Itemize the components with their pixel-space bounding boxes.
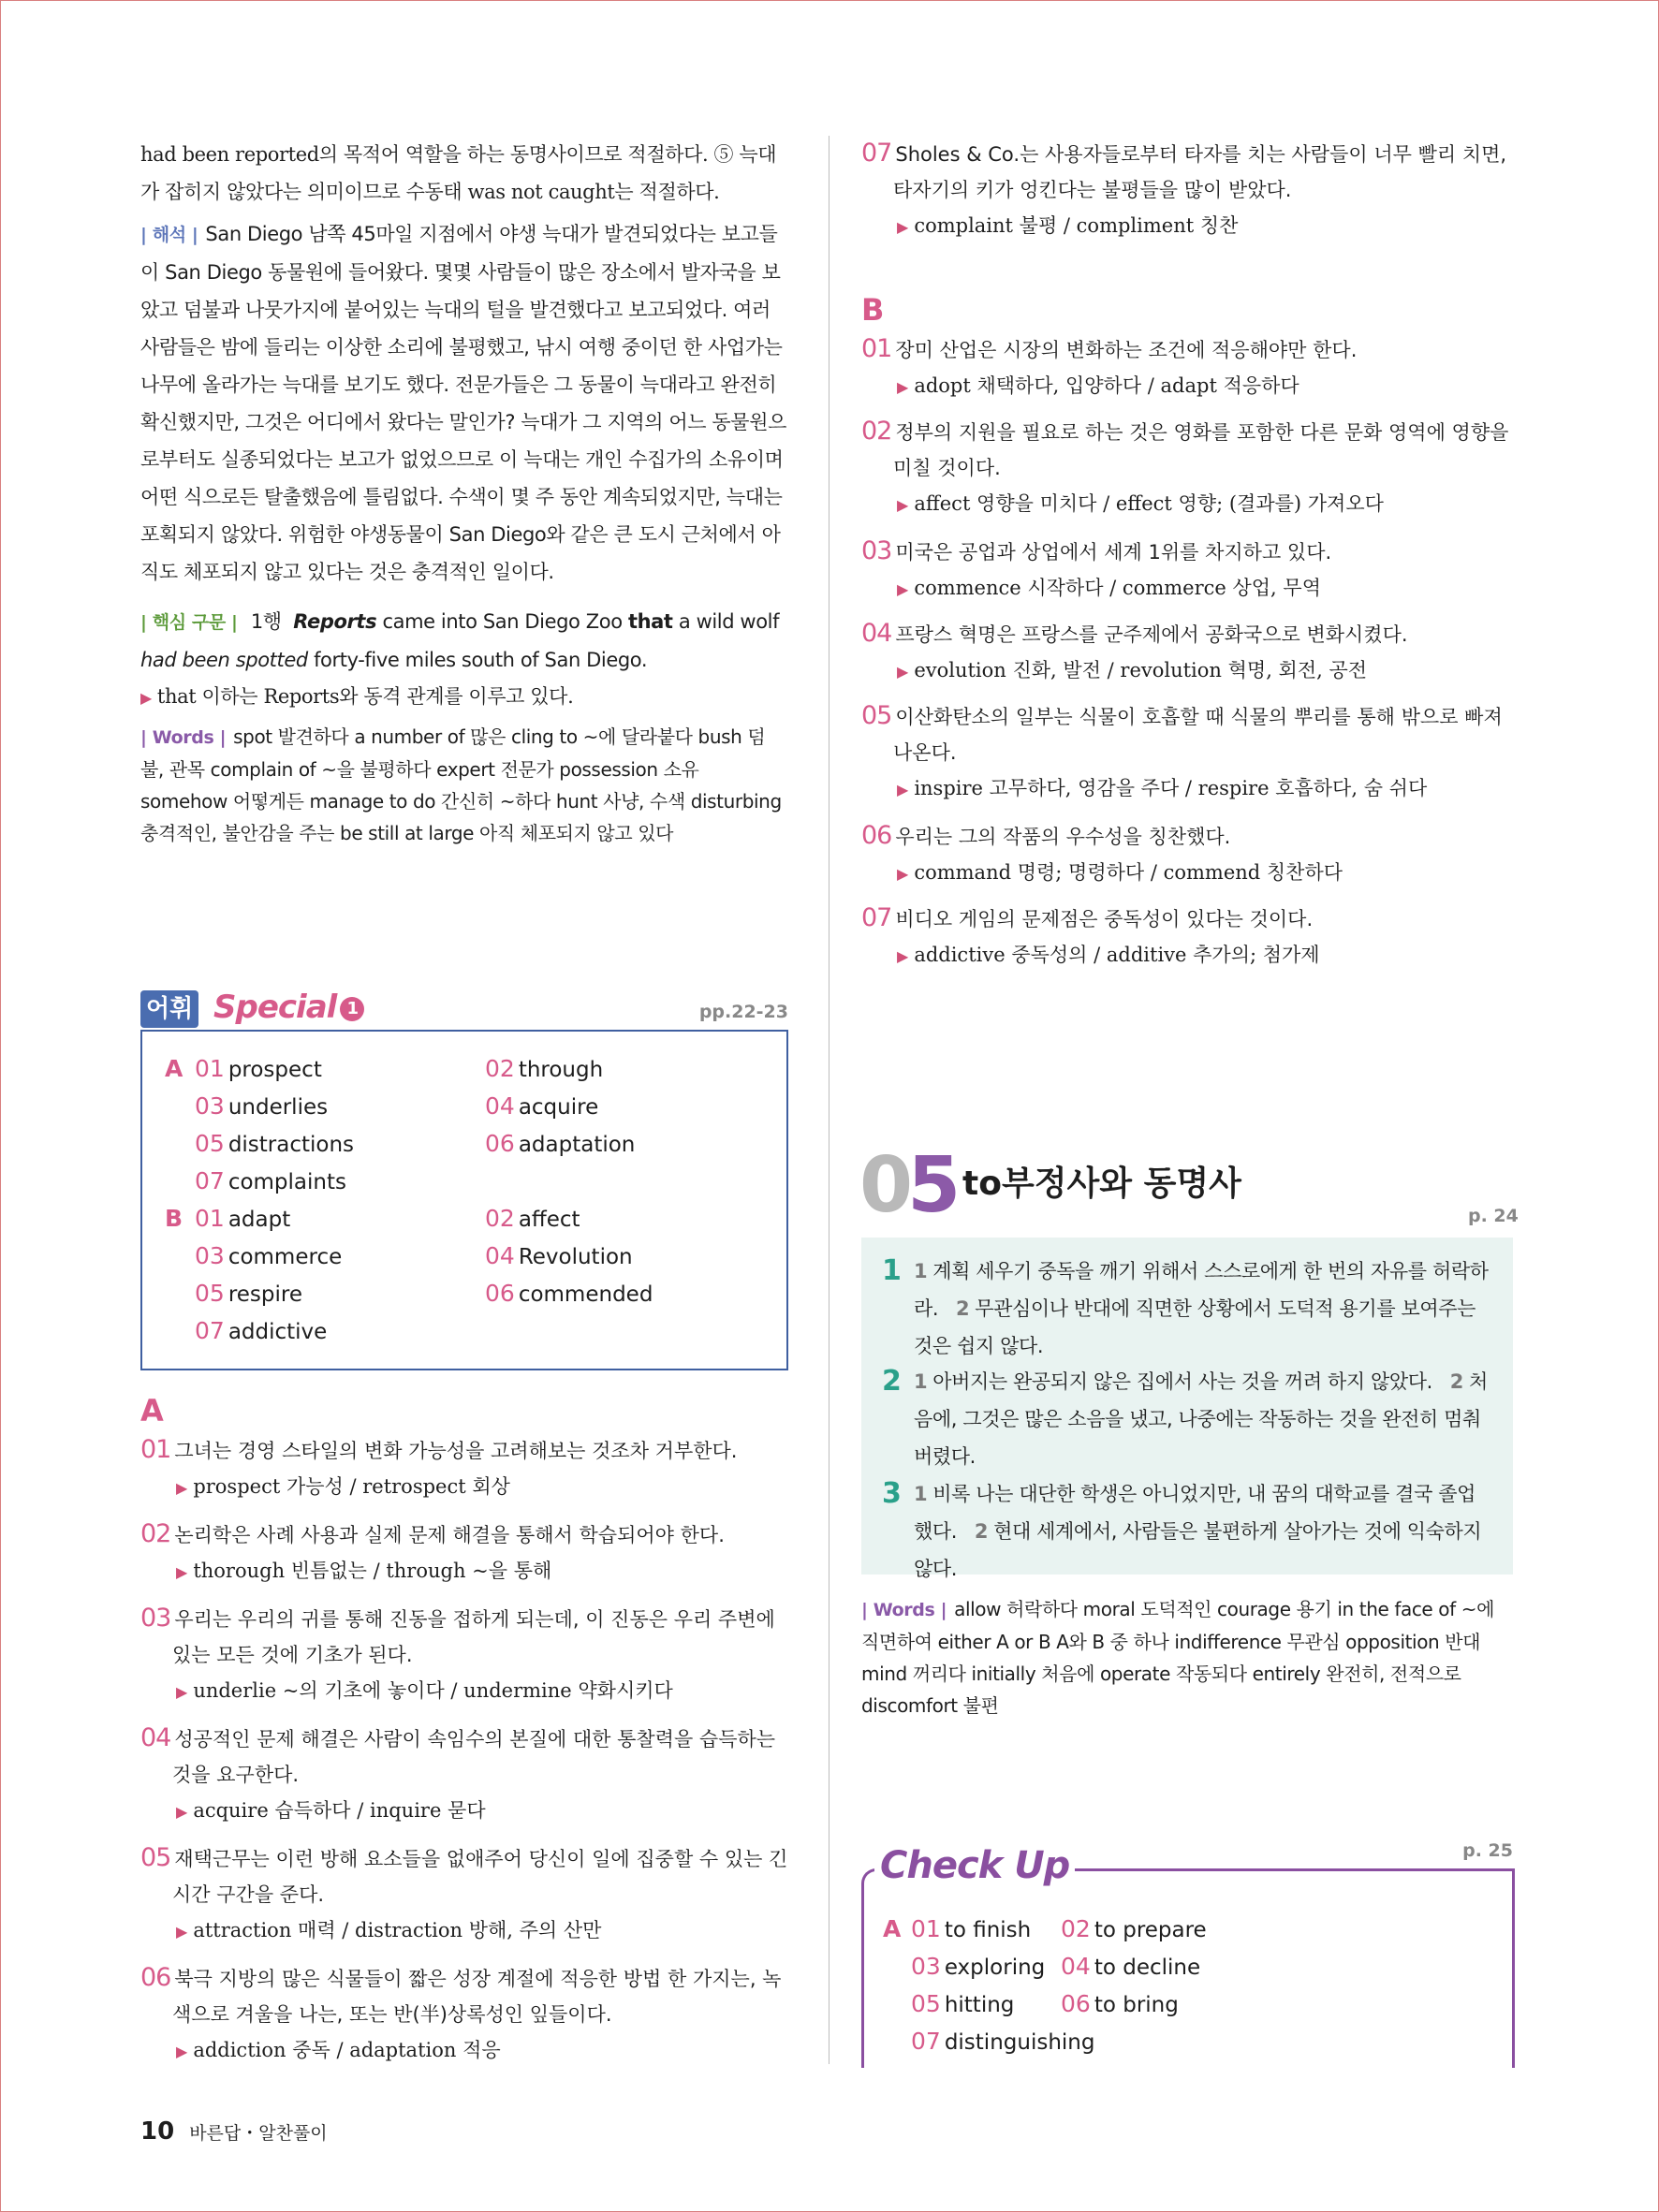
list-item: 02 논리학은 사례 사용과 실제 문제 해결을 통해서 학습되어야 한다. ▶ thorough 빈틈없는 / through ~을 통해	[140, 1519, 725, 1582]
list-item: 07 Sholes & Co.는 사용자들로부터 타자를 치는 사람들이 너무 빨리 치면, 타자기의 키가 엉킨다는 불평들을 많이 받았다. ▶ complaint 불평 / compliment 칭찬	[861, 139, 1507, 237]
list-item: 03 우리는 우리의 귀를 통해 진동을 접하게 되는데, 이 진동은 우리 주변에 있는 모든 것에 기초가 된다. ▶ underlie ~의 기초에 놓이다 / undermine 약화시키다	[140, 1604, 775, 1702]
checkup-A-label: A	[883, 1915, 902, 1942]
list-item: 06 우리는 그의 작품의 우수성을 칭찬했다. ▶ command 명령; 명령하다 / commend 칭찬하다	[861, 821, 1343, 884]
answer-item: 04 Revolution	[485, 1242, 633, 1269]
core-subject: Reports	[293, 610, 377, 633]
section-A-continued	[861, 136, 1517, 257]
special-title-text: Special	[213, 989, 337, 1026]
answer-item: 03 exploring	[911, 1953, 1046, 1980]
answer-item: 06 to bring	[1061, 1990, 1179, 2017]
list-item: 04 프랑스 혁명은 프랑스를 군주제에서 공화국으로 변화시켰다. ▶ evolution 진화, 발전 / revolution 혁명, 회전, 공전	[861, 619, 1408, 681]
core-note-text: that 이하는 Reports와 동격 관계를 이루고 있다.	[156, 685, 574, 708]
answer-item: 07 addictive	[195, 1317, 328, 1344]
answer-item: 05 distractions	[195, 1130, 355, 1157]
checkup-title: Check Up	[874, 1844, 1075, 1887]
words-label: | Words |	[861, 1600, 947, 1620]
special-number-circle: 1	[340, 997, 364, 1021]
special-A-label: A	[165, 1055, 184, 1082]
answer-item: 07 distinguishing	[911, 2028, 1095, 2055]
answer-item: 07 complaints	[195, 1167, 346, 1194]
section-A-label: A	[140, 1393, 164, 1428]
special-title	[213, 989, 364, 1026]
answer-item: 02 affect	[485, 1205, 580, 1232]
list-item: 06 북극 지방의 많은 식물들이 짧은 성장 계절에 적응한 방법 한 가지는, 녹색으로 겨울을 나는, 또는 반(半)상록성인 잎들이다. ▶ addiction 중독 / adaptation 적응	[140, 1963, 782, 2061]
core-syntax-line: 1행	[250, 610, 282, 633]
unit-words-block	[861, 1593, 1513, 1721]
list-item: 01 장미 산업은 시장의 변화하는 조건에 적응해야만 한다. ▶ adopt 채택하다, 입양하다 / adapt 적응하다	[861, 334, 1358, 397]
words-text: allow 허락하다 moral 도덕적인 courage 용기 in the face of ~에 직면하여 either A or B A와 B 중 하나 indifference 무관심 opposition 반대 mind 꺼리다 initially 처음에 operate 작동되다 entirely 완전히, 전적으로 discomfort 불편	[861, 1598, 1495, 1717]
column-divider	[829, 136, 830, 2064]
page-footer	[140, 2117, 328, 2146]
core-syntax-block	[140, 603, 788, 679]
unit-item-text: 1 아버지는 완공되지 않은 집에서 사는 것을 꺼려 하지 않았다. 2 처음에, 그것은 많은 소음을 냈고, 나중에는 작동하는 것을 완전히 멈춰 버렸다.	[914, 1370, 1488, 1468]
page-number: 10	[140, 2117, 175, 2146]
unit-item-number: 3	[882, 1477, 902, 1510]
translation-text: San Diego 남쪽 45마일 지점에서 야생 늑대가 발견되었다는 보고들이 San Diego 동물원에 들어왔다. 몇몇 사람들이 많은 장소에서 발자국을 보았고 덤불과 나뭇가지에 붙어있는 늑대의 털을 발견했다고 보고되었다. 여러 사람들은 밤에 들리는 이상한 소리에 불평했고, 낚시 여행 중이던 한 사업가는 나무에 올라가는 늑대를 보기도 했다. 전문가들은 그 동물이 늑대라고 완전히 확신했지만, 그것은 어디에서 왔다는 말인가? 늑대가 그 지역의 어느 동물원으로부터도 실종되었다는 보고가 없었으므로 이 늑대는 개인 수집가의 소유이며 어떤 식으로든 탈출했음에 틀림없다. 수색이 몇 주 동안 계속되었지만, 늑대는 포획되지 않았다. 위험한 야생동물이 San Diego와 같은 큰 도시 근처에서 아직도 체포되지 않고 있다는 것은 충격적인 일이다.	[140, 223, 786, 583]
core-clause-subject: a wild wolf	[678, 610, 780, 633]
unit-title: to부정사와 동명사	[962, 1165, 1241, 1203]
list-item: 04 성공적인 문제 해결은 사람이 속임수의 본질에 대한 통찰력을 습득하는 것을 요구한다. ▶ acquire 습득하다 / inquire 묻다	[140, 1723, 776, 1822]
unit-item-number: 1	[882, 1254, 902, 1287]
triangle-bullet-icon: ▶	[140, 689, 152, 707]
answer-item: 06 commended	[485, 1280, 653, 1307]
list-item: 05 이산화탄소의 일부는 식물이 호흡할 때 식물의 뿌리를 통해 밖으로 빠져나온다. ▶ inspire 고무하다, 영감을 주다 / respire 호흡하다, 숨 쉬다	[861, 701, 1503, 799]
answer-item: 01 to finish	[911, 1915, 1032, 1942]
unit-item-number: 2	[882, 1365, 902, 1398]
section-A-list	[140, 1432, 796, 2069]
list-item: 05 재택근무는 이런 방해 요소들을 없애주어 당신이 일에 집중할 수 있는 긴 시간 구간을 준다. ▶ attraction 매력 / distraction 방해, 주의 산만	[140, 1843, 788, 1941]
words-block	[140, 721, 788, 849]
explanation-paragraph: had been reported의 목적어 역할을 하는 동명사이므로 적절하다. ⑤ 늑대가 잡히지 않았다는 의미이므로 수동태 was not caught는 적절하다.	[140, 143, 777, 203]
checkup-page: p. 25	[1462, 1840, 1513, 1861]
answer-item: 02 to prepare	[1061, 1915, 1207, 1942]
unit-item-text: 1 계획 세우기 중독을 깨기 위해서 스스로에게 한 번의 자유를 허락하라. 2 무관심이나 반대에 직면한 상황에서 도덕적 용기를 보여주는 것은 쉽지 않다.	[914, 1260, 1489, 1357]
answer-item: 01 adapt	[195, 1205, 291, 1232]
footer-text: 바른답・알찬풀이	[189, 2123, 328, 2144]
core-clause-verb: had been spotted	[140, 649, 308, 671]
answer-item: 05 hitting	[911, 1990, 1015, 2017]
translation-label: | 해석 |	[140, 225, 198, 245]
unit-page: p. 24	[1468, 1206, 1519, 1226]
core-verb-phrase: came into San Diego Zoo	[382, 610, 623, 633]
answer-item: 04 to decline	[1061, 1953, 1201, 1980]
unit-number: 05	[859, 1141, 956, 1230]
answer-item: 03 underlies	[195, 1092, 329, 1120]
answer-item: 01 prospect	[195, 1055, 322, 1082]
vocab-badge: 어휘	[140, 990, 198, 1028]
special-answer-box	[140, 1030, 788, 1370]
special-B-label: B	[165, 1205, 184, 1232]
vocab-special-header	[140, 990, 788, 1030]
list-item: 01 그녀는 경영 스타일의 변화 가능성을 고려해보는 것조차 거부한다. ▶ prospect 가능성 / retrospect 회상	[140, 1435, 738, 1498]
unit-item-text: 1 비록 나는 대단한 학생은 아니었지만, 내 꿈의 대학교를 결국 졸업했다. 2 현대 세계에서, 사람들은 불편하게 살아가는 것에 익숙하지 않다.	[914, 1483, 1482, 1580]
core-syntax-note	[140, 678, 788, 717]
answer-item: 06 adaptation	[485, 1130, 636, 1157]
answer-item: 04 acquire	[485, 1092, 599, 1120]
words-label: | Words |	[140, 727, 227, 748]
section-B-list	[861, 331, 1517, 987]
unit-answer-box	[861, 1238, 1513, 1580]
translation-block	[140, 215, 788, 591]
section-B-label: B	[861, 292, 885, 328]
special-pages: pp.22-23	[698, 1002, 788, 1022]
checkup-header	[861, 1840, 1513, 1906]
list-item: 07 비디오 게임의 문제점은 중독성이 있다는 것이다. ▶ addictive 중독성의 / additive 추가의; 첨가제	[861, 903, 1320, 966]
list-item: 02 정부의 지원을 필요로 하는 것은 영화를 포함한 다른 문화 영역에 영향을 미칠 것이다. ▶ affect 영향을 미치다 / effect 영향; (결과를) 가져오다	[861, 417, 1509, 515]
answer-item: 05 respire	[195, 1280, 302, 1307]
answer-item: 02 through	[485, 1055, 604, 1082]
core-clause-rest: forty-five miles south of San Diego.	[314, 649, 648, 671]
core-syntax-label: | 핵심 구문 |	[140, 612, 238, 633]
list-item: 03 미국은 공업과 상업에서 세계 1위를 차지하고 있다. ▶ commence 시작하다 / commerce 상업, 무역	[861, 536, 1332, 599]
core-that: that	[627, 610, 673, 633]
words-text: spot 발견하다 a number of 많은 cling to ~에 달라붙다 bush 덤불, 관목 complain of ~을 불평하다 expert 전문가 possession 소유 somehow 어떻게든 manage to do 간신히 ~하다 hunt 사냥, 수색 disturbing 충격적인, 불안감을 주는 be still at large 아직 체포되지 않고 있다	[140, 725, 782, 844]
answer-item: 03 commerce	[195, 1242, 343, 1269]
